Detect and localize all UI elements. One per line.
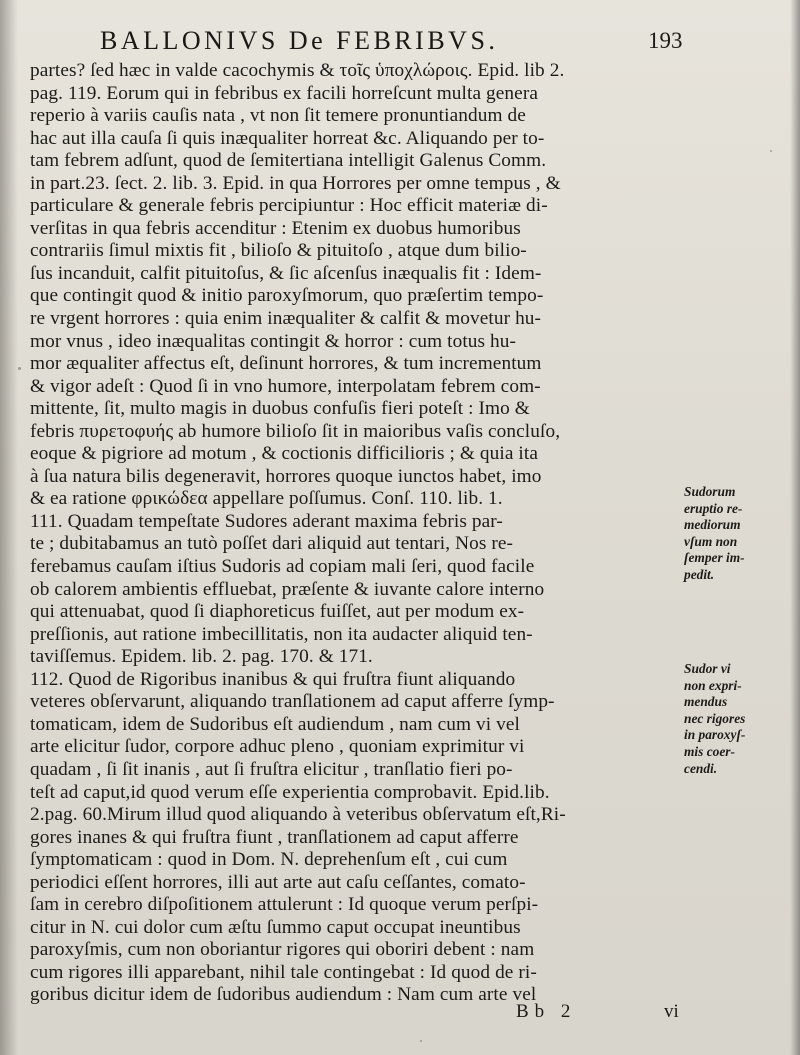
text-line: cum rigores illi apparebant, nihil tale contingebat : Id quod de ri- [30,961,537,983]
text-line: hac aut illa cauſa ſi quis inæqualiter horreat &c. Aliquando per to- [30,127,545,149]
running-title: BALLONIVS De FEBRIBVS. [100,26,499,55]
ink-speck [770,150,772,152]
text-line: que contingit quod & initio paroxyſmorum, quo præſertim tempo- [30,285,544,307]
margin-note-line: mediorum [684,517,741,533]
text-line: te ; dubitabamus an tutò poſſet dari aliquid aut tentari, Nos re- [30,533,514,555]
text-line: & vigor adeſt : Quod ſi in vno humore, interpolatam febrem com- [30,375,541,397]
margin-note-line: vſum non [684,533,738,549]
margin-note-line: ſemper im- [684,550,745,566]
text-line: verſitas in qua febris accenditur : Etenim ex duobus humoribus [30,217,521,239]
gutter-shadow [0,0,18,1055]
margin-note-line: in paroxyſ- [684,727,746,743]
text-line: re vrgent horrores : quia enim inæqualiter & calfit & movetur hu- [30,308,542,330]
text-line: partes? ſed hæc in valde cacochymis & τοῖς ὑποχλώροις. Epid. lib 2. [30,60,565,81]
text-line: taviſſemus. Epidem. lib. 2. pag. 170. & 171. [30,646,373,668]
text-line: à ſua natura bilis degeneravit, horrores quoque iunctos habet, imo [30,465,542,487]
text-line: ob calorem ambientis effluebat, præſente & iuvante calore interno [30,578,545,600]
text-line: gores inanes & qui fruſtra fiunt , tranſlationem ad caput afferre [30,826,519,848]
text-line: periodici eſſent horrores, illi aut arte aut caſu ceſſantes, comato- [30,871,526,893]
margin-note-line: eruptio re- [684,500,743,516]
margin-note-line: mis coer- [684,743,735,759]
text-line: 2.pag. 60.Mirum illud quod aliquando à veteribus obſervatum eſt,Ri- [30,804,566,826]
text-line: 112. Quod de Rigoribus inanibus & qui fruſtra fiunt aliquando [30,668,516,690]
margin-note-line: pedit. [684,566,715,582]
margin-note-line: Sudorum [684,484,736,499]
text-line: contrariis ſimul mixtis fit , bilioſo & pituitoſo , atque dum bilio- [30,240,527,262]
text-line: citur in N. cui dolor cum æſtu ſummo caput occupat ineuntibus [30,916,521,938]
text-line: veteres obſervarunt, aliquando tranſlationem ad caput afferre ſymp- [30,691,555,713]
margin-note-line: non expri- [684,677,742,693]
text-line: ſymptomaticam : quod in Dom. N. deprehenſum eſt , cui cum [30,849,508,871]
margin-note [684,484,796,584]
text-line: tam febrem adſunt, quod de ſemitertiana intelligit Galenus Comm. [30,150,547,172]
text-line: reperio à variis cauſis nata , vt non ſit temere pronuntiandum de [30,105,526,127]
text-line: pag. 119. Eorum qui in febribus ex facili horreſcunt multa genera [30,82,539,104]
page-header [0,26,800,56]
text-line: goribus dicitur idem de ſudoribus audiendum : Nam cum arte vel [30,984,537,1006]
text-line: & ea ratione φρικώδεα appellare poſſumus. Conſ. 110. lib. 1. [30,488,503,510]
text-line: qui attenuabat, quod ſi diaphoreticus fuiſſet, aut per modum ex- [30,601,525,623]
ink-speck [420,1040,422,1042]
margin-note [684,661,796,777]
margin-note-line: Sudor vi [684,661,731,676]
text-line: ferebamus cauſam iſtius Sudoris ad copiam mali ſeri, quod facile [30,556,535,578]
page-number: 193 [648,28,683,53]
catchword: vi [664,1001,679,1022]
text-line: in part.23. ſect. 2. lib. 3. Epid. in qua Horrores per omne tempus , & [30,172,561,194]
margin-note-line: mendus [684,694,728,710]
text-line: arte elicitur ſudor, corpore adhuc pleno , quoniam exprimitur vi [30,736,525,758]
text-line: 111. Quadam tempeſtate Sudores aderant maxima febris par- [30,510,503,532]
text-line: febris πυρετοφυής ab humore bilioſo ſit in maioribus vaſis concluſo, [30,420,561,442]
text-line: eoque & pigriore ad motum , & coctionis difficilioris ; & quia ita [30,443,538,465]
text-line: mittente, ſit, multo magis in duobus confuſis fieri poteſt : Imo & [30,398,530,420]
text-line: quadam , ſi ſit inanis , aut ſi fruſtra elicitur , tranſlatio fieri po- [30,758,513,780]
text-line: ſus incanduit, calfit pituitoſus, & ſic aſcenſus inæqualis fit : Idem- [30,262,542,284]
text-line: tomaticam, idem de Sudoribus eſt audiendum , nam cum vi vel [30,713,520,735]
signature-mark: Bb 2 [516,1001,577,1022]
body-text [30,60,690,1007]
text-line: mor æqualiter affectus eſt, deſinunt horrores, & tum incrementum [30,353,542,375]
text-line: ſam in cerebro diſpoſitionem attulerunt : Id quoque verum perſpi- [30,894,539,916]
text-line: preſſionis, aut ratione imbecillitatis, non ita audacter aliquid ten- [30,623,533,645]
margin-note-line: cendi. [684,760,718,776]
text-line: teſt ad caput,id quod verum eſſe experientia comprobavit. Epid.lib. [30,781,550,803]
margin-note-line: nec rigores [684,710,746,726]
text-line: particulare & generale febris percipiuntur : Hoc efficit materiæ di- [30,195,548,217]
text-line: paroxyſmis, cum non oboriantur rigores qui oboriri debent : nam [30,939,535,961]
text-line: mor vnus , ideo inæqualitas contingit & horror : cum totus hu- [30,330,517,352]
ink-speck [18,367,21,370]
